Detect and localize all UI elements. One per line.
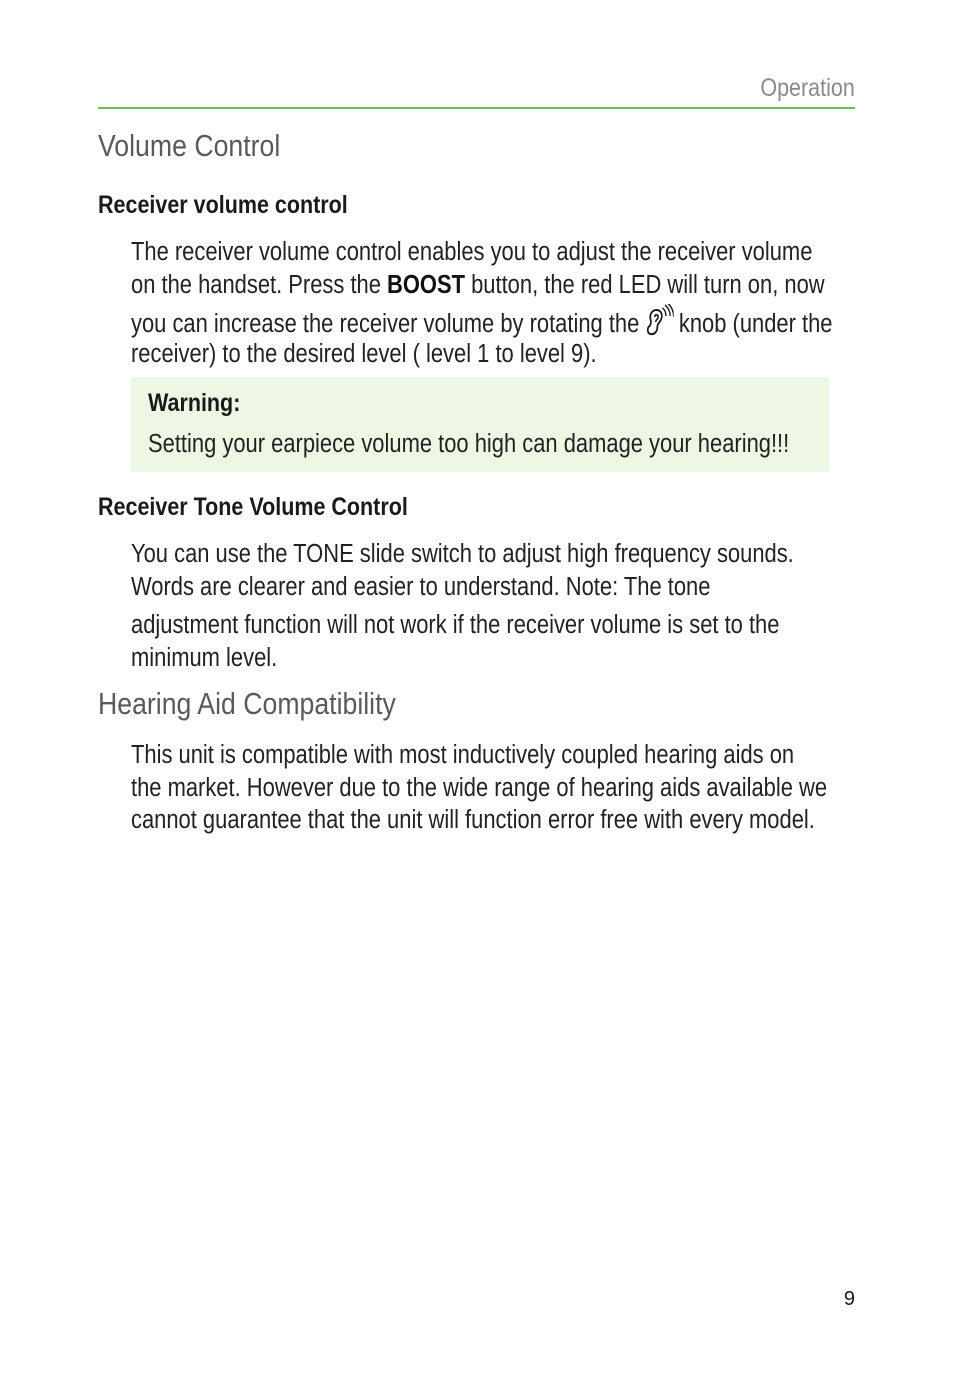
section-title-hearing-aid: Hearing Aid Compatibility [98,686,396,721]
text-line: Words are clearer and easier to understand. Note: The tone [131,572,711,601]
text-line: adjustment function will not work if the receiver volume is set to the [131,611,780,639]
running-header: Operation [760,74,855,102]
paragraph-tone-volume [131,538,853,674]
paragraph-receiver-volume [131,236,853,370]
text-segment: button, the red LED will turn on, now [465,270,825,299]
subtitle-receiver-volume: Receiver volume control [98,191,348,219]
text-line: the market. However due to the wide range of hearing aids available we [131,773,828,802]
warning-text: Setting your earpiece volume too high can damage your hearing!!! [148,430,790,458]
text-line: receiver) to the desired level ( level 1 to level 9). [131,339,597,368]
subtitle-tone-volume: Receiver Tone Volume Control [98,493,408,521]
page-number: 9 [843,1288,855,1310]
warning-title: Warning: [148,389,241,417]
text-line: cannot guarantee that the unit will function error free with every model. [131,806,815,834]
boost-label: BOOST [387,270,466,299]
text-line [131,304,853,341]
text-segment: you can increase the receiver volume by rotating the [131,310,640,338]
text-line: This unit is compatible with most inductively coupled hearing aids on [131,741,795,769]
text-segment: on the handset. Press the [131,270,388,299]
text-line: The receiver volume control enables you to adjust the receiver volume [131,238,813,266]
section-title-volume-control: Volume Control [98,128,281,163]
text-line: minimum level. [131,643,278,672]
text-line: You can use the TONE slide switch to adjust high frequency sounds. [131,540,794,568]
paragraph-hearing-aid [131,739,853,837]
text-segment: knob (under the [678,310,833,338]
header-divider [98,107,855,109]
warning-callout [131,377,829,472]
text-line [131,269,853,302]
ear-volume-icon [644,304,673,340]
